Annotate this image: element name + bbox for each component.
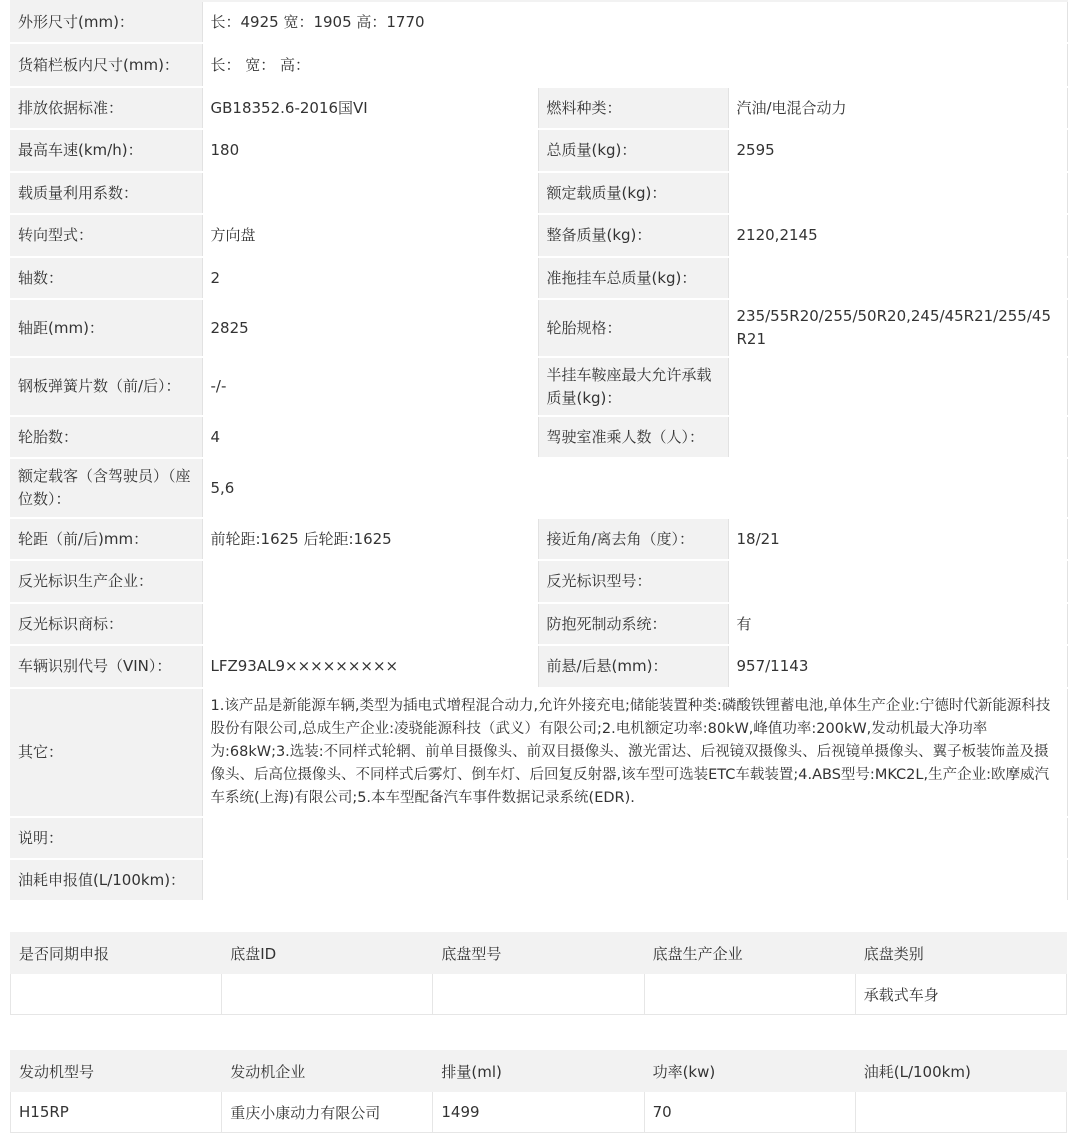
reflect-brand-label: 反光标识商标：: [10, 603, 202, 645]
spec-row-tires: [10, 416, 1067, 458]
speed-value: 180: [202, 129, 538, 172]
consumption-label: 油耗申报值(L/100km)：: [10, 859, 202, 901]
saddle-label: 半挂车鞍座最大允许承载质量(kg)：: [538, 357, 728, 416]
spec-row-steering: [10, 214, 1067, 257]
spec-row-reflect: [10, 560, 1067, 603]
curb-label: 整备质量(kg)：: [538, 214, 728, 257]
chassis-row: [11, 974, 1067, 1015]
abs-value: 有: [728, 603, 1067, 645]
consumption-value: [202, 859, 1067, 901]
abs-label: 防抱死制动系统：: [538, 603, 728, 645]
chassis-header-cell: 底盘ID: [222, 933, 433, 974]
engine-cell: H15RP: [11, 1092, 222, 1133]
tires-label: 轮胎数：: [10, 416, 202, 458]
spring-label: 钢板弹簧片数（前/后）：: [10, 357, 202, 416]
other-value: 1.该产品是新能源车辆,类型为插电式增程混合动力,允许外接充电;储能装置种类:磷酸铁锂蓄电池,单体生产企业:宁德时代新能源科技股份有限公司,总成生产企业:凌骁能源科技（武义）有限公司;2.电机额定功率:80kW,峰值功率:200kW,发动机最大净功率为:68kW;3.选装:不同样式轮辋、前单目摄像头、前双目摄像头、激光雷达、后视镜双摄像头、后视镜单摄像头、翼子板装饰盖及摄像头、后高位摄像头、不同样式后雾灯、倒车灯、后回复反射器,该车型可选装ETC车载装置;4.ABS型号:MKC2L,生产企业:欧摩威汽车系统(上海)有限公司;5.本车型配备汽车事件数据记录系统(EDR).: [202, 688, 1067, 817]
trailer-value: [728, 257, 1067, 299]
spec-row-dims: [10, 1, 1067, 43]
rated-load-value: [728, 172, 1067, 214]
engine-header-cell: 油耗(L/100km): [855, 1051, 1066, 1092]
vin-value: LFZ93AL9×××××××××: [202, 645, 538, 688]
load-coef-value: [202, 172, 538, 214]
speed-label: 最高车速(km/h)：: [10, 129, 202, 172]
vin-label: 车辆识别代号（VIN）：: [10, 645, 202, 688]
trailer-label: 准拖挂车总质量(kg)：: [538, 257, 728, 299]
tire-value: 235/55R20/255/50R20,245/45R21/255/45R21: [728, 299, 1067, 357]
reflect-maker-value: [202, 560, 538, 603]
spec-row-load: [10, 172, 1067, 214]
engine-cell: 重庆小康动力有限公司: [222, 1092, 433, 1133]
vehicle-spec-table: [10, 0, 1068, 902]
spec-row-spring: [10, 357, 1067, 416]
spec-row-cargo: [10, 43, 1067, 87]
chassis-table: [10, 932, 1067, 1015]
spec-row-consumption: [10, 859, 1067, 901]
fuel-value: 汽油/电混合动力: [728, 87, 1067, 129]
track-label: 轮距（前/后)mm：: [10, 518, 202, 560]
seats-value: 5,6: [202, 458, 1067, 518]
wheelbase-value: 2825: [202, 299, 538, 357]
chassis-header-cell: 是否同期申报: [11, 933, 222, 974]
seats-label: 额定载客（含驾驶员）（座位数）：: [10, 458, 202, 518]
chassis-cell: 承载式车身: [855, 974, 1066, 1015]
cargo-value: 长： 宽： 高：: [202, 43, 1067, 87]
spec-row-emission: [10, 87, 1067, 129]
chassis-header-cell: 底盘型号: [433, 933, 644, 974]
spec-row-speed: [10, 129, 1067, 172]
chassis-cell: [644, 974, 855, 1015]
engine-header-cell: 发动机企业: [222, 1051, 433, 1092]
rated-load-label: 额定载质量(kg)：: [538, 172, 728, 214]
reflect-brand-value: [202, 603, 538, 645]
cargo-label: 货箱栏板内尺寸(mm)：: [10, 43, 202, 87]
engine-header-cell: 功率(kw): [644, 1051, 855, 1092]
spec-row-note: [10, 817, 1067, 859]
reflect-model-value: [728, 560, 1067, 603]
steering-label: 转向型式：: [10, 214, 202, 257]
spec-row-track: [10, 518, 1067, 560]
steering-value: 方向盘: [202, 214, 538, 257]
axles-label: 轴数：: [10, 257, 202, 299]
note-value: [202, 817, 1067, 859]
dims-value: 长：4925 宽：1905 高：1770: [202, 1, 1067, 43]
engine-cell: [855, 1092, 1066, 1133]
spec-row-wheelbase: [10, 299, 1067, 357]
spring-value: -/-: [202, 357, 538, 416]
chassis-header-row: [11, 933, 1067, 974]
emission-value: GB18352.6-2016国VI: [202, 87, 538, 129]
spec-row-vin: [10, 645, 1067, 688]
track-value: 前轮距:1625 后轮距:1625: [202, 518, 538, 560]
spec-row-axles: [10, 257, 1067, 299]
angle-value: 18/21: [728, 518, 1067, 560]
tires-value: 4: [202, 416, 538, 458]
note-label: 说明：: [10, 817, 202, 859]
spec-row-abs: [10, 603, 1067, 645]
curb-value: 2120,2145: [728, 214, 1067, 257]
chassis-cell: [11, 974, 222, 1015]
load-coef-label: 载质量利用系数：: [10, 172, 202, 214]
other-label: 其它：: [10, 688, 202, 817]
wheelbase-label: 轴距(mm)：: [10, 299, 202, 357]
engine-cell: 70: [644, 1092, 855, 1133]
axles-value: 2: [202, 257, 538, 299]
engine-header-cell: 发动机型号: [11, 1051, 222, 1092]
cab-value: [728, 416, 1067, 458]
total-mass-label: 总质量(kg)：: [538, 129, 728, 172]
spec-row-seats: [10, 458, 1067, 518]
engine-row: [11, 1092, 1067, 1133]
chassis-header-cell: 底盘生产企业: [644, 933, 855, 974]
chassis-cell: [433, 974, 644, 1015]
engine-cell: 1499: [433, 1092, 644, 1133]
total-mass-value: 2595: [728, 129, 1067, 172]
fuel-label: 燃料种类：: [538, 87, 728, 129]
cab-label: 驾驶室准乘人数（人）：: [538, 416, 728, 458]
dims-label: 外形尺寸(mm)：: [10, 1, 202, 43]
engine-header-cell: 排量(ml): [433, 1051, 644, 1092]
engine-table: [10, 1050, 1067, 1133]
overhang-value: 957/1143: [728, 645, 1067, 688]
emission-label: 排放依据标准：: [10, 87, 202, 129]
spec-row-other: [10, 688, 1067, 817]
overhang-label: 前悬/后悬(mm)：: [538, 645, 728, 688]
reflect-maker-label: 反光标识生产企业：: [10, 560, 202, 603]
chassis-header-cell: 底盘类别: [855, 933, 1066, 974]
saddle-value: [728, 357, 1067, 416]
angle-label: 接近角/离去角（度）：: [538, 518, 728, 560]
reflect-model-label: 反光标识型号：: [538, 560, 728, 603]
tire-label: 轮胎规格：: [538, 299, 728, 357]
chassis-cell: [222, 974, 433, 1015]
engine-header-row: [11, 1051, 1067, 1092]
